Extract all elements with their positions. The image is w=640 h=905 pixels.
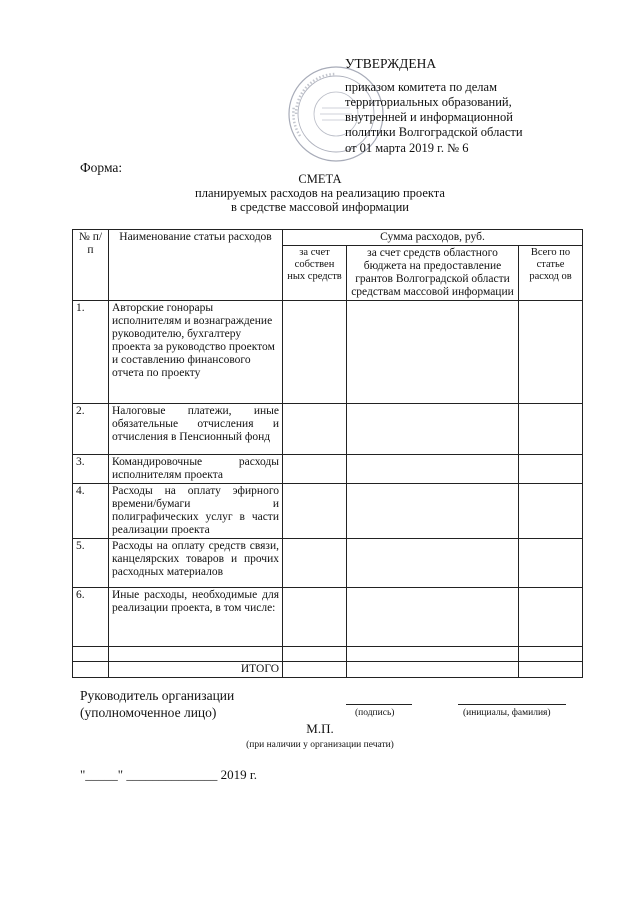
empty-cell bbox=[347, 647, 519, 662]
total-sum-cell bbox=[519, 662, 583, 678]
row-grant-cell bbox=[347, 404, 519, 455]
row-name: Командировочные расходы исполнителям проекта bbox=[109, 455, 283, 484]
empty-cell bbox=[519, 647, 583, 662]
table-row bbox=[73, 588, 583, 647]
row-grant-cell bbox=[347, 455, 519, 484]
doc-title-sub2: в средстве массовой информации bbox=[231, 200, 409, 214]
approval-title: УТВЕРЖДЕНА bbox=[345, 56, 437, 71]
name-line bbox=[458, 704, 566, 705]
total-num-cell bbox=[73, 662, 109, 678]
row-grant-cell bbox=[347, 301, 519, 404]
estimate-table bbox=[72, 229, 583, 678]
name-caption: (инициалы, фамилия) bbox=[463, 708, 551, 718]
row-own-cell bbox=[283, 404, 347, 455]
total-label: ИТОГО bbox=[109, 662, 283, 678]
signatory-title: Руководитель организации bbox=[80, 688, 235, 703]
row-own-cell bbox=[283, 455, 347, 484]
signatory-subtitle: (уполномоченное лицо) bbox=[80, 705, 217, 720]
approval-order: от 01 марта 2019 г. № 6 bbox=[345, 141, 469, 155]
row-num: 3. bbox=[73, 455, 109, 484]
row-total-cell bbox=[519, 539, 583, 588]
row-name: Иные расходы, необходимые для реализации проекта, в том числе: bbox=[109, 588, 283, 647]
row-total-cell bbox=[519, 404, 583, 455]
row-own-cell bbox=[283, 301, 347, 404]
approval-line: приказом комитета по делам bbox=[345, 80, 497, 94]
row-name: Расходы на оплату эфирного времени/бумаги и полиграфических услуг в части реализации проекта bbox=[109, 484, 283, 539]
total-grant-cell bbox=[347, 662, 519, 678]
row-name: Расходы на оплату средств связи, канцелярских товаров и прочих расходных материалов bbox=[109, 539, 283, 588]
row-total-cell bbox=[519, 484, 583, 539]
table-row bbox=[73, 539, 583, 588]
row-grant-cell bbox=[347, 484, 519, 539]
document-title bbox=[0, 172, 640, 214]
row-grant-cell bbox=[347, 539, 519, 588]
row-num: 5. bbox=[73, 539, 109, 588]
row-num: 2. bbox=[73, 404, 109, 455]
row-name: Налоговые платежи, иные обязательные отчисления и отчисления в Пенсионный фонд bbox=[109, 404, 283, 455]
row-own-cell bbox=[283, 588, 347, 647]
form-label: Форма: bbox=[80, 160, 123, 175]
table-row bbox=[73, 301, 583, 404]
table-row bbox=[73, 455, 583, 484]
approval-line: внутренней и информационной bbox=[345, 110, 513, 124]
sub-own-header: за счет собствен ных средств bbox=[283, 246, 347, 301]
table-row bbox=[73, 484, 583, 539]
row-num: 6. bbox=[73, 588, 109, 647]
approval-body bbox=[345, 80, 575, 140]
row-num: 1. bbox=[73, 301, 109, 404]
total-own-cell bbox=[283, 662, 347, 678]
stamp-place-caption: (при наличии у организации печати) bbox=[246, 740, 394, 750]
doc-title-sub: планируемых расходов на реализацию проекта bbox=[195, 186, 445, 200]
row-name: Авторские гонорары исполнителям и вознаграждение руководителю, бухгалтеру проекта за руководство проектом и составлению финансового отчета по проекту bbox=[109, 301, 283, 404]
col-name-header: Наименование статьи расходов bbox=[109, 230, 283, 301]
table-empty-row bbox=[73, 647, 583, 662]
date-line: "_____" ______________ 2019 г. bbox=[80, 767, 257, 782]
table-total-row bbox=[73, 662, 583, 678]
signature-line bbox=[346, 704, 412, 705]
signature-caption: (подпись) bbox=[355, 708, 395, 718]
row-own-cell bbox=[283, 484, 347, 539]
stamp-place-label: М.П. bbox=[306, 721, 334, 736]
approval-line: территориальных образований, bbox=[345, 95, 512, 109]
col-sum-header: Сумма расходов, руб. bbox=[283, 230, 583, 246]
doc-title-main: СМЕТА bbox=[298, 172, 342, 186]
empty-cell bbox=[73, 647, 109, 662]
empty-cell bbox=[109, 647, 283, 662]
row-total-cell bbox=[519, 588, 583, 647]
row-num: 4. bbox=[73, 484, 109, 539]
col-num-header: № п/п bbox=[73, 230, 109, 301]
approval-line: политики Волгоградской области bbox=[345, 125, 523, 139]
row-total-cell bbox=[519, 301, 583, 404]
row-own-cell bbox=[283, 539, 347, 588]
table-row bbox=[73, 404, 583, 455]
sub-total-header: Всего по статье расход ов bbox=[519, 246, 583, 301]
sub-grant-header: за счет средств областного бюджета на предоставление грантов Волгоградской области средствам массовой информации bbox=[347, 246, 519, 301]
empty-cell bbox=[283, 647, 347, 662]
row-total-cell bbox=[519, 455, 583, 484]
row-grant-cell bbox=[347, 588, 519, 647]
table-header-row bbox=[73, 230, 583, 246]
